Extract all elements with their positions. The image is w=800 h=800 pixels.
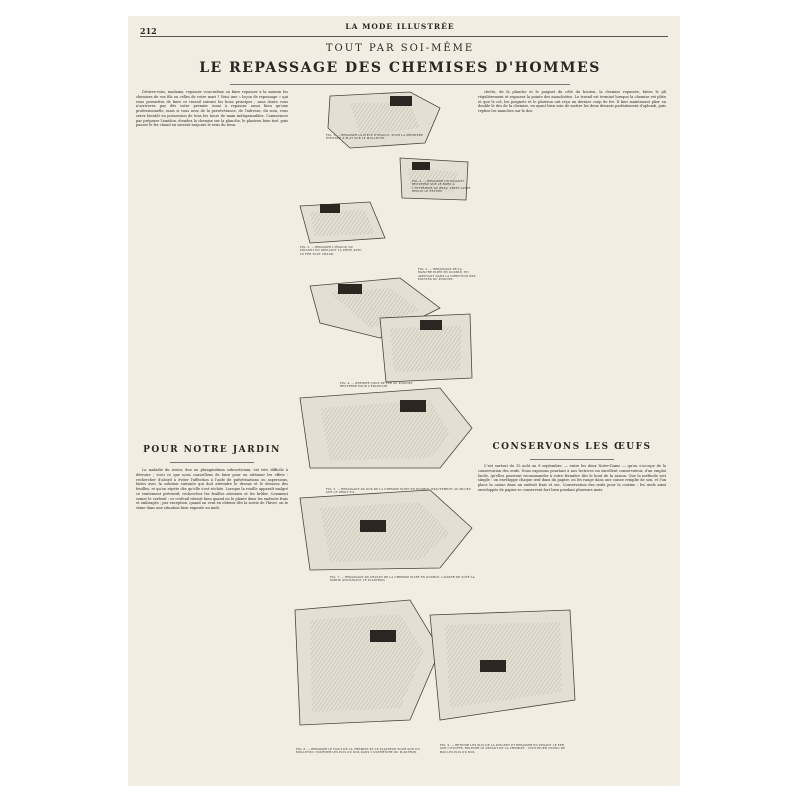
figure-2-illustration bbox=[400, 158, 468, 200]
garden-column bbox=[136, 468, 288, 786]
figure-3-caption: FIG. 3. — REPASSER L'ÉPAULE DU POIGNET EN DÉPLIANT LA PIÈCE AVEC LE FER TOUT CHAUD. bbox=[300, 246, 362, 256]
header-rule bbox=[140, 36, 668, 37]
garden-rule bbox=[170, 462, 254, 463]
article-continuation-text: chette, de la planche et le poignet du côté du bouton, la chemise repassée, faites le pli régulièrement et repassez la pointe des manchettes. Le travail est terminé lorsque la chemise est pliée et que le col, les poignets et le plastron ont reçu un dernier coup de fer. Il faut maintenant plier en double le dos de la chemise, en ayant bien soin de mettre les deux devants parfaitement d'aplomb, puis repliez les manches sur le dos. bbox=[478, 90, 666, 113]
figure-9-illustration bbox=[430, 610, 575, 720]
article-title: LE REPASSAGE DES CHEMISES D'HOMMES bbox=[199, 60, 601, 76]
figure-3-illustration bbox=[300, 202, 385, 243]
figure-2-caption: FIG. 2. — REPASSER UN POIGNET RENVERSÉ SUR LE BORD À L'INTÉRIEUR DU BRAS. APRÈS AVOIR REPLIÉ LE REVERS. bbox=[412, 180, 471, 194]
figure-7-illustration bbox=[300, 490, 472, 570]
publication-title: LA MODE ILLUSTRÉE bbox=[345, 22, 455, 31]
figure-4-illustration bbox=[380, 314, 472, 382]
figure-8-caption: FIG. 8. — REPASSER LE HAUT DE LA CHEMISE ET LE PLASTRON POUR SON UN MOLLETON, TOURNER LES PLIS DU DOS DANS L'OUVERTURE DU PLASTRON. bbox=[296, 748, 421, 755]
page-number: 212 bbox=[140, 26, 157, 36]
article-right-column bbox=[478, 90, 666, 430]
figure-4-caption: FIG. 4. — DERNIER COUP DE FER AU POIGNET RENVERSÉ POUR L'ÉPANOUIR. bbox=[340, 382, 413, 389]
eggs-rule bbox=[530, 459, 614, 460]
eggs-text: C'est surtout du 15 août au 8 septembre, — entre les deux Notre-Dame — qu'on s'occupe de la conservation des œufs. Nous exposons pourtant à nos lectrices un excellent conservateur, d'un emploi facile, qu'elles pourront recommander à votre fermière dès le bout de la saison. Que la méthode soit simple : on enveloppe chaque œuf dans du papier, on les range dans une caisse remplie de son, et l'on place la caisse dans un endroit frais et sec. Conservation des œufs pour la cuisine : les œufs ainsi enveloppés de papier se conservent fort bien pendant plusieurs mois. bbox=[478, 464, 666, 492]
figure-7-caption: FIG. 7. — REPASSAGE DU DEVANT DE LA CHEMISE PLIÉE EN DOUBLE, LAISSER DE CÔTÉ LA PARTIE AVOISINANT LE PLASTRON. bbox=[330, 576, 475, 583]
figure-5-caption: FIG. 5. — REPASSAGE DU DOS DE LA CHEMISE PLIÉE EN DOUBLE, EXACTEMENT AU MILIEU SUR LE DROIT FIL. bbox=[326, 488, 472, 495]
article-intro-text: Désirez-vous, madame, repasser vous-même ou faire repasser à la maison les chemises de vos fils ou celles de votre mari ? Voici une « leçon de repassage » qui vous permettra de faire ce travail suivant les bons principes ; sans doute vous n'arriverez pas dès votre premier essai à repasser aussi bien qu'une professionnelle, mais si vous avez de la persévérance, de l'adresse, du soin, vous serez bientôt en possession de tous les tours de main indispensables. Commencez par préparer l'amidon, étendez la chemise sur la planche, le plastron bien tiré, puis passez le fer chaud en suivant toujours le sens du tissu. bbox=[136, 90, 288, 128]
figure-3b-caption: FIG. 3. — REPASSAGE DE LA MANCHE PLIÉE EN DOUBLE, EN APPUYANT DANS LA DIRECTION DES POINTES DU POIGNET. bbox=[418, 268, 476, 282]
headline-rule bbox=[230, 84, 570, 85]
figure-5-illustration bbox=[300, 388, 472, 468]
figure-9-caption: FIG. 9. — RETENIR LES PLIS DE LA POIGNET ET REPASSER EN POSANT LE FER SUR L'ÉTOFFE, RELEVER LE DEVANT DE LA CHEMISE ; CONTINUER CONNU DE BAS LES PLIS DU DOS. bbox=[440, 744, 566, 754]
bottom-illustration-right bbox=[400, 600, 580, 740]
figure-1-caption: FIG. 1. — REPASSER LA PIÈCE D'ÉPAULE, POUR LA PREMIÈRE ÉTENDUE À PLAT SUR LE MOLLETON. bbox=[326, 134, 423, 141]
garden-text: La maladie du rosier, due au phragmidium subcorticium, est très difficile à détruire ; voici ce que nous conseillons de faire pour en atténuer les effets : rechercher d'abord à éviter l'affection à l'aide de pulvérisations ou aspersions, faites avec la solution suivante qui doit atteindre le dessus et le dessous des feuilles, et qu'on répète dès qu'elle s'est séchée. Lorsque la rouille apparaît malgré ce traitement préventif, recherchez les feuilles atteintes et les brûler. Comment semer le cerfeuil : ce cerfeuil réussit bien quand on le plante dans les endroits frais et ombragés ; par exception, quand on veut en obtenir dès la sortie de l'hiver, on le sème dans une situation bien exposée au midi. bbox=[136, 468, 288, 510]
article-intro-column bbox=[136, 90, 288, 440]
eggs-title: CONSERVONS LES ŒUFS bbox=[492, 442, 652, 452]
article-kicker: TOUT PAR SOI-MÊME bbox=[325, 43, 475, 54]
garden-title: POUR NOTRE JARDIN bbox=[143, 445, 281, 455]
